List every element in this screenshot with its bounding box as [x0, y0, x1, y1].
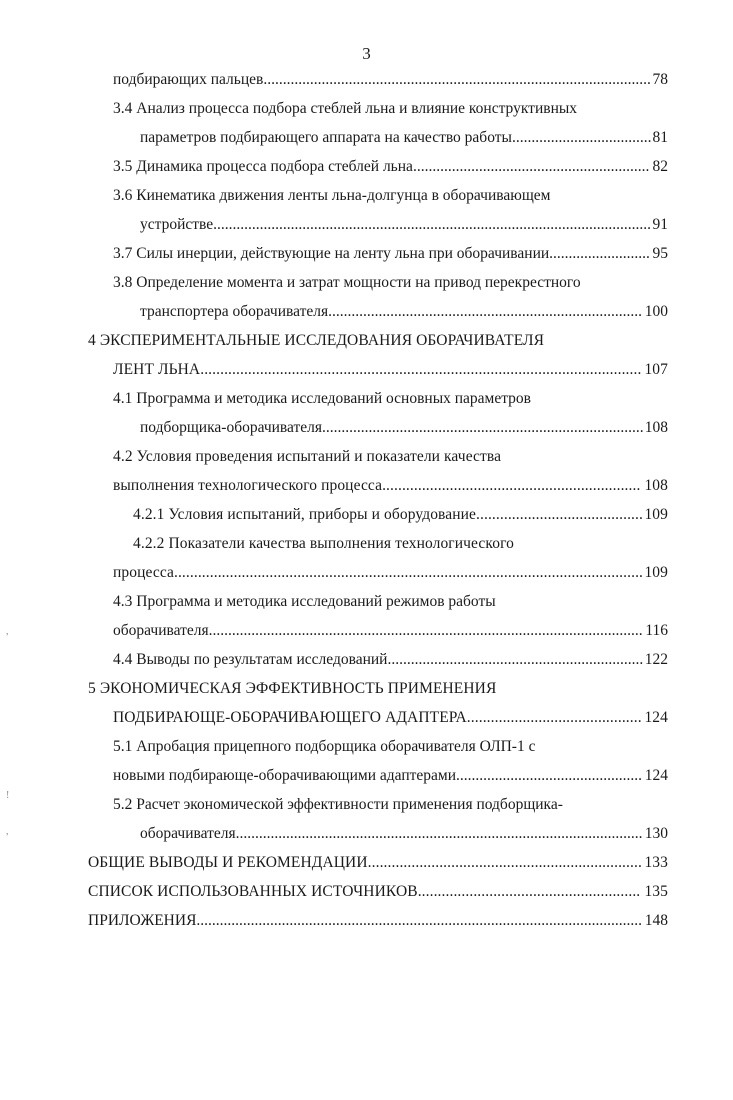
toc-entry-page: 133: [644, 854, 668, 871]
toc-entry-title: 3.7 Силы инерции, действующие на ленту льна при оборачивании: [113, 245, 550, 262]
toc-entry: [113, 447, 501, 467]
toc-entry-title: оборачивателя: [113, 622, 209, 639]
toc-leader-dots: ......................................................................................................................: [173, 564, 644, 581]
toc-entry-title: процесса: [113, 564, 174, 581]
toc-entry-page: 91: [652, 216, 668, 233]
toc-entry: [113, 737, 535, 757]
toc-entry-title: транспортера оборачивателя: [140, 303, 329, 320]
toc-entry-title: оборачивателя: [140, 825, 236, 842]
toc-entry: [133, 505, 668, 525]
toc-entry-title: ЛЕНТ ЛЬНА: [113, 361, 201, 378]
toc-entry-page: 107: [644, 361, 668, 378]
toc-entry-title: 3.8 Определение момента и затрат мощности на привод перекрестного: [113, 274, 581, 291]
toc-entry-page: 78: [652, 71, 668, 88]
toc-entry-page: 95: [652, 245, 668, 262]
toc-leader-dots: ....................................................................................................: [263, 71, 651, 88]
toc-entry: [113, 389, 531, 409]
toc-entry-title: новыми подбирающе-оборачивающими адаптерами: [113, 767, 456, 784]
toc-entry-title: 3.5 Динамика процесса подбора стеблей льна: [113, 158, 413, 175]
toc-leader-dots: ..........................................: [476, 506, 643, 523]
toc-entry: [140, 215, 668, 235]
toc-entry-title: подбирающих пальцев: [113, 71, 264, 88]
toc-entry-page: 124: [644, 709, 668, 726]
toc-leader-dots: ...................................................................................: [322, 419, 644, 436]
toc-entry: [113, 592, 496, 612]
toc-entry: [88, 911, 668, 931]
toc-entry: [140, 418, 668, 438]
toc-leader-dots: ..................................................................: [387, 651, 644, 668]
toc-entry-page: 116: [645, 622, 668, 639]
toc-entry: [113, 795, 563, 815]
page-number: 3: [362, 44, 371, 63]
toc-leader-dots: ....................................: [511, 129, 652, 146]
toc-leader-dots: .....................................................................: [367, 854, 642, 871]
toc-entry: [113, 70, 668, 90]
toc-entry-page: 82: [652, 158, 668, 175]
toc-entry-title: 4 ЭКСПЕРИМЕНТАЛЬНЫЕ ИССЛЕДОВАНИЯ ОБОРАЧИВАТЕЛЯ: [88, 332, 545, 349]
toc-entry-title: 4.2.1 Условия испытаний, приборы и оборудование: [133, 506, 477, 523]
toc-entry-title: ПРИЛОЖЕНИЯ: [88, 912, 197, 929]
toc-entry: [113, 650, 668, 670]
toc-entry-title: 4.2.2 Показатели качества выполнения технологического: [133, 535, 515, 552]
toc-entry-title: 4.3 Программа и методика исследований режимов работы: [113, 593, 496, 610]
toc-entry-title: 5.1 Апробация прицепного подборщика оборачивателя ОЛП-1 с: [113, 738, 536, 755]
toc-entry-title: 4.1 Программа и методика исследований основных параметров: [113, 390, 532, 407]
toc-entry-page: 81: [652, 129, 668, 146]
toc-entry: [113, 186, 550, 206]
toc-entry: [133, 534, 514, 554]
toc-entry: [113, 157, 668, 177]
toc-entry: [88, 853, 668, 873]
toc-entry-title: подборщика-оборачивателя: [140, 419, 323, 436]
toc-entry-page: 109: [644, 506, 668, 523]
toc-entry-page: 109: [644, 564, 668, 581]
toc-entry: [113, 563, 668, 583]
toc-entry: [113, 273, 581, 293]
toc-entry-title: ОБЩИЕ ВЫВОДЫ И РЕКОМЕНДАЦИИ: [88, 854, 368, 871]
toc-entry: [140, 824, 668, 844]
toc-leader-dots: ................................................: [456, 767, 642, 784]
toc-leader-dots: ...................................................................................................................: [196, 912, 643, 929]
toc-entry-title: 4.2 Условия проведения испытаний и показатели качества: [113, 448, 502, 465]
toc-entry-page: 148: [644, 912, 668, 929]
scan-mark: ,: [6, 826, 9, 837]
toc-entry: [140, 128, 668, 148]
toc-entry-title: 3.4 Анализ процесса подбора стеблей льна и влияние конструктивных: [113, 100, 578, 117]
toc-leader-dots: .................................................................................: [328, 303, 642, 320]
toc-entry: [88, 882, 668, 902]
scan-mark: !: [6, 790, 10, 801]
toc-entry-page: 124: [644, 767, 668, 784]
toc-entry-page: 135: [644, 883, 668, 900]
toc-leader-dots: .................................................................................................................: [213, 216, 652, 233]
toc-leader-dots: ........................................................: [417, 883, 641, 900]
toc-entry-page: 130: [644, 825, 668, 842]
toc-entry-page: 100: [644, 303, 668, 320]
toc-entry-page: 108: [644, 419, 668, 436]
toc-leader-dots: ...............................................................................................................: [200, 361, 642, 378]
toc-entry-title: 5.2 Расчет экономической эффективности применения подборщика-: [113, 796, 563, 813]
toc-entry-title: 5 ЭКОНОМИЧЕСКАЯ ЭФФЕКТИВНОСТЬ ПРИМЕНЕНИЯ: [88, 680, 497, 697]
toc-entry: [113, 476, 668, 496]
toc-leader-dots: .................................................................: [382, 477, 641, 494]
toc-entry: [113, 99, 577, 119]
toc-leader-dots: ............................................: [466, 709, 642, 726]
toc-entry-title: 3.6 Кинематика движения ленты льна-долгунца в оборачивающем: [113, 187, 551, 204]
scan-mark: ,: [6, 626, 9, 637]
toc-leader-dots: ................................................................................................................: [208, 622, 643, 639]
toc-entry-page: 108: [644, 477, 668, 494]
toc-entry-title: устройстве: [140, 216, 214, 233]
toc-leader-dots: .............................................................: [412, 158, 650, 175]
toc-entry-page: 122: [644, 651, 668, 668]
toc-entry-title: выполнения технологического процесса: [113, 477, 383, 494]
toc-entry: [113, 244, 668, 264]
toc-entry-title: параметров подбирающего аппарата на качество работы: [140, 129, 512, 146]
toc-leader-dots: ..........................: [549, 245, 650, 262]
toc-entry: [88, 331, 544, 351]
toc-entry: [113, 708, 668, 728]
toc-entry-title: 4.4 Выводы по результатам исследований: [113, 651, 388, 668]
toc-entry: [113, 360, 668, 380]
toc-entry: [113, 766, 668, 786]
toc-entry-title: ПОДБИРАЮЩЕ-ОБОРАЧИВАЮЩЕГО АДАПТЕРА: [113, 709, 467, 726]
toc-leader-dots: .........................................................................................................: [235, 825, 643, 842]
toc-entry: [140, 302, 668, 322]
toc-entry-title: СПИСОК ИСПОЛЬЗОВАННЫХ ИСТОЧНИКОВ: [88, 883, 418, 900]
toc-entry: [113, 621, 668, 641]
toc-entry: [88, 679, 496, 699]
